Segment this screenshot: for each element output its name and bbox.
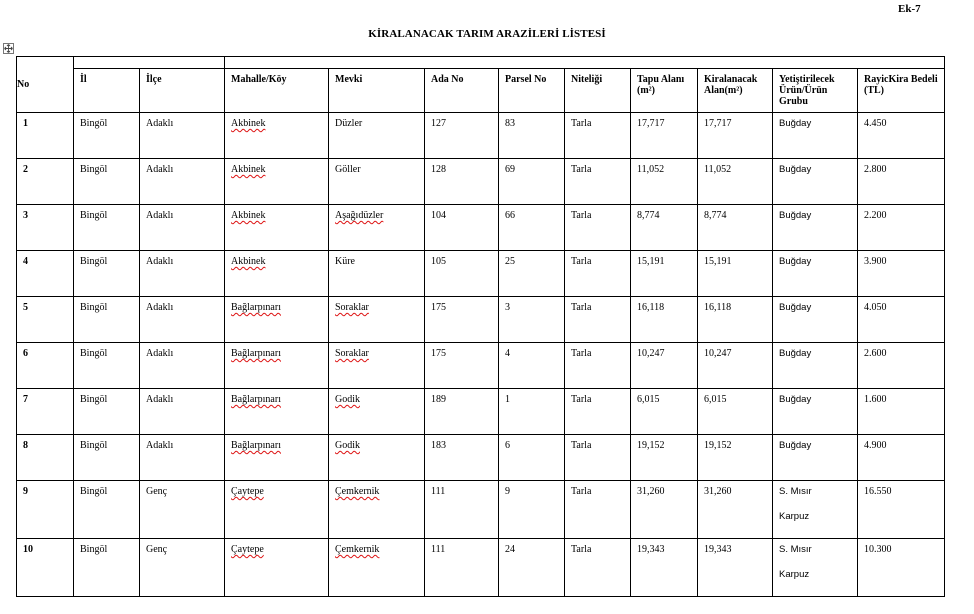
cell-parsel: 9 (499, 481, 565, 539)
cell-nitelik: Tarla (565, 205, 631, 251)
cell-rayic: 3.900 (858, 251, 945, 297)
cell-ilce: Adaklı (140, 435, 225, 481)
cell-nitelik: Tarla (565, 297, 631, 343)
cell-tapu: 31,260 (631, 481, 698, 539)
annex-label: Ek-7 (898, 3, 921, 15)
cell-ada: 128 (425, 159, 499, 205)
cell-mevki: Göller (329, 159, 425, 205)
cell-nitelik: Tarla (565, 343, 631, 389)
cell-urun: Buğday (773, 205, 858, 251)
cell-tapu: 6,015 (631, 389, 698, 435)
cell-no: 1 (17, 113, 74, 159)
cell-parsel: 66 (499, 205, 565, 251)
cell-urun-line: Karpuz (779, 569, 810, 580)
cell-nitelik: Tarla (565, 481, 631, 539)
cell-mahalle-text: Bağlarpınarı (231, 302, 281, 313)
cell-parsel: 6 (499, 435, 565, 481)
cell-no: 10 (17, 539, 74, 597)
cell-mahalle (225, 113, 329, 159)
cell-mevki (329, 539, 425, 597)
cell-kiralanacak: 8,774 (698, 205, 773, 251)
cell-ada: 105 (425, 251, 499, 297)
cell-rayic: 1.600 (858, 389, 945, 435)
cell-mahalle (225, 205, 329, 251)
header-ilce: İlçe (140, 69, 225, 113)
cell-ada: 183 (425, 435, 499, 481)
cell-tapu: 8,774 (631, 205, 698, 251)
cell-tapu: 15,191 (631, 251, 698, 297)
cell-no: 4 (17, 251, 74, 297)
cell-il: Bingöl (74, 435, 140, 481)
cell-no: 3 (17, 205, 74, 251)
cell-ilce: Adaklı (140, 159, 225, 205)
cell-mahalle (225, 435, 329, 481)
header-il: İl (74, 69, 140, 113)
cell-mahalle-text: Bağlarpınarı (231, 394, 281, 405)
table-move-handle-icon[interactable] (3, 43, 14, 54)
cell-urun: Buğday (773, 435, 858, 481)
cell-mahalle-text: Çaytepe (231, 544, 264, 555)
cell-mevki (329, 297, 425, 343)
cell-tapu: 19,343 (631, 539, 698, 597)
cell-urun-line: Karpuz (779, 511, 810, 522)
cell-nitelik: Tarla (565, 113, 631, 159)
table-row (17, 435, 945, 481)
cell-parsel: 3 (499, 297, 565, 343)
cell-mevki (329, 343, 425, 389)
header-rayic: RayicKira Bedeli (TL) (858, 69, 945, 113)
cell-ilce: Adaklı (140, 389, 225, 435)
header-parsel: Parsel No (499, 69, 565, 113)
cell-il: Bingöl (74, 343, 140, 389)
cell-no: 8 (17, 435, 74, 481)
cell-ilce: Adaklı (140, 297, 225, 343)
cell-il: Bingöl (74, 539, 140, 597)
cell-mahalle-text: Akbinek (231, 210, 266, 221)
header-nitelik: Niteliği (565, 69, 631, 113)
cell-parsel: 69 (499, 159, 565, 205)
cell-rayic: 10.300 (858, 539, 945, 597)
cell-mevki (329, 389, 425, 435)
cell-parsel: 1 (499, 389, 565, 435)
document-title: KİRALANACAK TARIM ARAZİLERİ LİSTESİ (368, 28, 606, 40)
cell-mahalle (225, 297, 329, 343)
cell-ada: 111 (425, 539, 499, 597)
spacer-cell (225, 57, 945, 69)
cell-mahalle-text: Bağlarpınarı (231, 348, 281, 359)
table-row (17, 205, 945, 251)
cell-kiralanacak: 19,152 (698, 435, 773, 481)
cell-ilce: Adaklı (140, 251, 225, 297)
cell-mahalle (225, 389, 329, 435)
cell-mahalle-text: Bağlarpınarı (231, 440, 281, 451)
cell-mahalle (225, 539, 329, 597)
cell-nitelik: Tarla (565, 389, 631, 435)
land-list-table (16, 56, 945, 597)
table-header-row (17, 69, 945, 113)
cell-mevki-text: Godik (335, 440, 360, 451)
header-mevki: Mevki (329, 69, 425, 113)
cell-ilce: Adaklı (140, 113, 225, 159)
cell-kiralanacak: 19,343 (698, 539, 773, 597)
cell-mevki-text: Çemkernik (335, 486, 380, 497)
cell-urun-line: S. Mısır (779, 544, 812, 555)
cell-mevki: Küre (329, 251, 425, 297)
cell-mahalle (225, 159, 329, 205)
cell-kiralanacak: 10,247 (698, 343, 773, 389)
cell-rayic: 4.050 (858, 297, 945, 343)
cell-tapu: 17,717 (631, 113, 698, 159)
table-row (17, 389, 945, 435)
cell-urun: Buğday (773, 343, 858, 389)
cell-rayic: 4.900 (858, 435, 945, 481)
cell-mevki-text: Aşağıdüzler (335, 210, 384, 221)
cell-parsel: 24 (499, 539, 565, 597)
cell-urun: Buğday (773, 389, 858, 435)
table-row (17, 297, 945, 343)
cell-mahalle-text: Akbinek (231, 256, 266, 267)
cell-parsel: 83 (499, 113, 565, 159)
cell-urun: Buğday (773, 251, 858, 297)
cell-mahalle (225, 251, 329, 297)
table-row (17, 251, 945, 297)
cell-mevki-text: Soraklar (335, 302, 369, 313)
cell-mevki-text: Çemkernik (335, 544, 380, 555)
cell-urun (773, 481, 858, 539)
cell-ada: 111 (425, 481, 499, 539)
cell-il: Bingöl (74, 389, 140, 435)
cell-ilce: Adaklı (140, 205, 225, 251)
header-no: No (17, 57, 74, 113)
cell-il: Bingöl (74, 297, 140, 343)
cell-mevki (329, 435, 425, 481)
cell-mahalle (225, 481, 329, 539)
header-ada: Ada No (425, 69, 499, 113)
table-spacer-row (17, 57, 945, 69)
header-kiralanacak: Kiralanacak Alan(m²) (698, 69, 773, 113)
cell-rayic: 4.450 (858, 113, 945, 159)
header-tapu: Tapu Alanı (m²) (631, 69, 698, 113)
cell-kiralanacak: 15,191 (698, 251, 773, 297)
cell-nitelik: Tarla (565, 435, 631, 481)
cell-urun: Buğday (773, 113, 858, 159)
cell-ada: 189 (425, 389, 499, 435)
cell-no: 5 (17, 297, 74, 343)
cell-mevki (329, 205, 425, 251)
cell-urun (773, 539, 858, 597)
cell-ada: 127 (425, 113, 499, 159)
table-row (17, 539, 945, 597)
cell-kiralanacak: 31,260 (698, 481, 773, 539)
cell-ilce: Adaklı (140, 343, 225, 389)
header-urun: Yetiştirilecek Ürün/Ürün Grubu (773, 69, 858, 113)
cell-urun-line: S. Mısır (779, 486, 812, 497)
cell-il: Bingöl (74, 113, 140, 159)
cell-il: Bingöl (74, 481, 140, 539)
cell-urun: Buğday (773, 159, 858, 205)
cell-no: 9 (17, 481, 74, 539)
cell-rayic: 2.800 (858, 159, 945, 205)
cell-mevki-text: Godik (335, 394, 360, 405)
cell-nitelik: Tarla (565, 539, 631, 597)
cell-tapu: 19,152 (631, 435, 698, 481)
cell-no: 7 (17, 389, 74, 435)
cell-mahalle (225, 343, 329, 389)
cell-ada: 104 (425, 205, 499, 251)
table-row (17, 343, 945, 389)
cell-ilce: Genç (140, 481, 225, 539)
cell-il: Bingöl (74, 251, 140, 297)
cell-no: 6 (17, 343, 74, 389)
cell-urun: Buğday (773, 297, 858, 343)
cell-kiralanacak: 17,717 (698, 113, 773, 159)
cell-mevki (329, 481, 425, 539)
header-mahalle: Mahalle/Köy (225, 69, 329, 113)
cell-kiralanacak: 6,015 (698, 389, 773, 435)
cell-tapu: 16,118 (631, 297, 698, 343)
cell-kiralanacak: 11,052 (698, 159, 773, 205)
cell-kiralanacak: 16,118 (698, 297, 773, 343)
cell-tapu: 11,052 (631, 159, 698, 205)
cell-mahalle-text: Akbinek (231, 118, 266, 129)
table-row (17, 159, 945, 205)
table-row (17, 113, 945, 159)
cell-mahalle-text: Çaytepe (231, 486, 264, 497)
cell-parsel: 4 (499, 343, 565, 389)
cell-mevki: Düzler (329, 113, 425, 159)
cell-rayic: 2.600 (858, 343, 945, 389)
cell-tapu: 10,247 (631, 343, 698, 389)
cell-parsel: 25 (499, 251, 565, 297)
cell-nitelik: Tarla (565, 251, 631, 297)
cell-rayic: 2.200 (858, 205, 945, 251)
cell-nitelik: Tarla (565, 159, 631, 205)
spacer-cell (74, 57, 225, 69)
cell-mahalle-text: Akbinek (231, 164, 266, 175)
cell-ada: 175 (425, 343, 499, 389)
cell-ada: 175 (425, 297, 499, 343)
cell-mevki-text: Soraklar (335, 348, 369, 359)
cell-rayic: 16.550 (858, 481, 945, 539)
table-row (17, 481, 945, 539)
cell-ilce: Genç (140, 539, 225, 597)
cell-il: Bingöl (74, 159, 140, 205)
cell-no: 2 (17, 159, 74, 205)
cell-il: Bingöl (74, 205, 140, 251)
